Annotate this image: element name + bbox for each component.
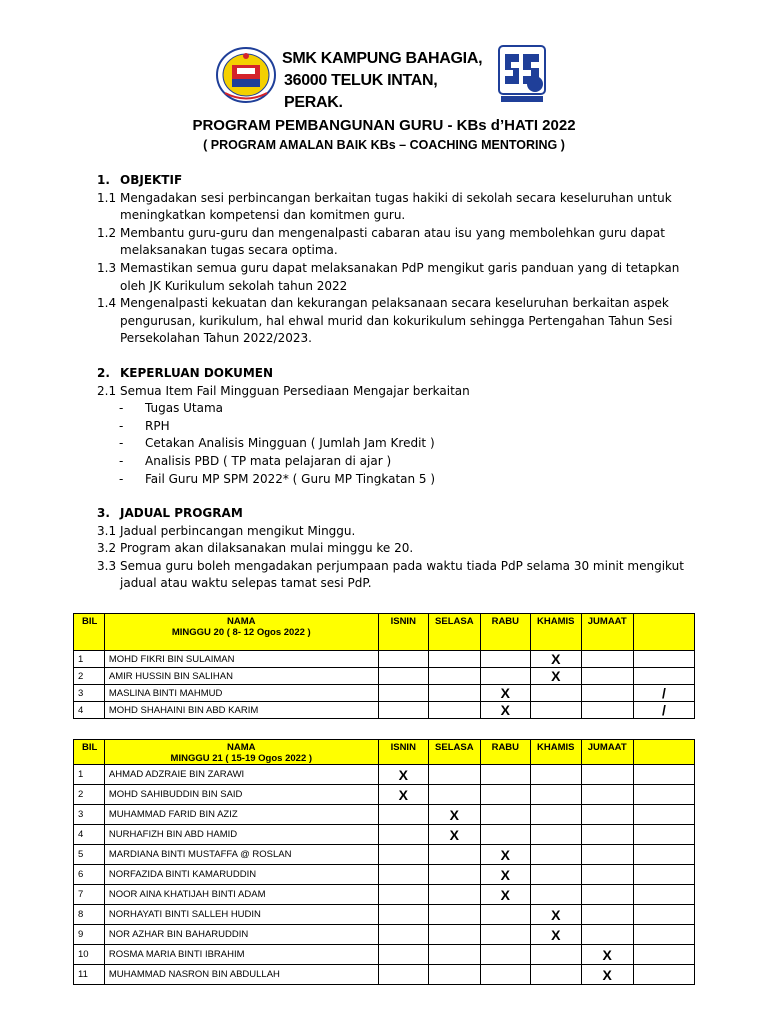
item-text: Memastikan semua guru dapat melaksanakan PdP mengikut garis panduan yang di tetapkan oleh JK Kurikulum sekolah tahun 2022	[120, 260, 680, 293]
list-item	[97, 383, 697, 401]
table-row	[74, 905, 695, 925]
list-item	[97, 225, 697, 260]
day-mark-cell	[633, 765, 694, 785]
day-mark-cell	[530, 885, 581, 905]
sub-item-text: Fail Guru MP SPM 2022* ( Guru MP Tingkatan 5 )	[145, 471, 436, 486]
table-header-row	[74, 740, 695, 765]
day-mark-cell: X	[480, 865, 530, 885]
row-number: 2	[74, 668, 105, 685]
dash-bullet: -	[119, 418, 124, 433]
list-item	[97, 295, 697, 348]
day-mark-cell	[530, 685, 581, 702]
teacher-name: MOHD SAHIBUDDIN BIN SAID	[104, 785, 378, 805]
teacher-name: NORFAZIDA BINTI KAMARUDDIN	[104, 865, 378, 885]
row-number: 6	[74, 865, 105, 885]
header-jumaat: JUMAAT	[581, 614, 633, 651]
table-header-row	[74, 614, 695, 651]
day-mark-cell: X	[378, 785, 428, 805]
table-row	[74, 785, 695, 805]
table-row	[74, 945, 695, 965]
table-row	[74, 651, 695, 668]
teacher-name: NORHAYATI BINTI SALLEH HUDIN	[104, 905, 378, 925]
item-text: Mengadakan sesi perbincangan berkaitan tugas hakiki di sekolah secara keseluruhan untuk meningkatkan kompetensi dan komitmen guru.	[120, 190, 672, 223]
item-text: Program akan dilaksanakan mulai minggu ke 20.	[120, 541, 414, 556]
header-khamis: KHAMIS	[530, 740, 581, 765]
day-mark-cell	[633, 885, 694, 905]
day-mark-cell	[581, 885, 633, 905]
day-mark-cell	[581, 668, 633, 685]
day-mark-cell	[378, 925, 428, 945]
day-mark-cell: /	[633, 702, 694, 719]
header-jumaat: JUMAAT	[581, 740, 633, 765]
dash-bullet: -	[119, 471, 124, 486]
document-title: PROGRAM PEMBANGUNAN GURU - KBs d’HATI 2022	[192, 117, 576, 134]
day-mark-cell	[480, 651, 530, 668]
row-number: 9	[74, 925, 105, 945]
day-mark-cell	[581, 785, 633, 805]
day-mark-cell	[581, 845, 633, 865]
dash-bullet: -	[119, 453, 124, 468]
dokumen-list	[97, 383, 697, 401]
header-selasa: SELASA	[428, 740, 480, 765]
day-mark-cell	[428, 925, 480, 945]
day-mark-cell	[530, 945, 581, 965]
day-mark-cell	[581, 765, 633, 785]
day-mark-cell	[633, 845, 694, 865]
teacher-name: MUHAMMAD FARID BIN AZIZ	[104, 805, 378, 825]
header-isnin: ISNIN	[378, 740, 428, 765]
day-mark-cell	[633, 905, 694, 925]
table-row	[74, 865, 695, 885]
week20-schedule-table	[73, 613, 695, 719]
day-mark-cell: /	[633, 685, 694, 702]
header-khamis: KHAMIS	[530, 614, 581, 651]
sub-item-text: Cetakan Analisis Mingguan ( Jumlah Jam Kredit )	[145, 436, 435, 451]
day-mark-cell	[428, 845, 480, 865]
table-row	[74, 925, 695, 945]
day-mark-cell	[378, 685, 428, 702]
teacher-name: MOHD FIKRI BIN SULAIMAN	[104, 651, 378, 668]
day-mark-cell: X	[530, 925, 581, 945]
sub-list-item	[119, 471, 697, 489]
list-item	[97, 523, 697, 541]
document-subtitle: ( PROGRAM AMALAN BAIK KBs – COACHING MENTORING )	[203, 138, 565, 152]
day-mark-cell	[581, 865, 633, 885]
school-name-line1: SMK KAMPUNG BAHAGIA,	[282, 50, 483, 67]
day-mark-cell	[581, 685, 633, 702]
day-mark-cell	[428, 905, 480, 925]
day-mark-cell	[530, 825, 581, 845]
teacher-name: NURHAFIZH BIN ABD HAMID	[104, 825, 378, 845]
day-mark-cell	[480, 825, 530, 845]
teacher-name: AMIR HUSSIN BIN SALIHAN	[104, 668, 378, 685]
day-mark-cell: X	[581, 965, 633, 985]
day-mark-cell: X	[530, 651, 581, 668]
day-mark-cell	[633, 805, 694, 825]
row-number: 5	[74, 845, 105, 865]
item-text: Mengenalpasti kekuatan dan kekurangan pelaksanaan secara keseluruhan berkaitan aspek pengurusan, kurikulum, hal ehwal murid dan kokurikulum sehingga Pertengahan Tahun Sesi Persekolahan Tahun 2022/2023.	[120, 296, 673, 346]
section-dokumen-heading: 2. KEPERLUAN DOKUMEN	[97, 365, 274, 380]
header-nama: NAMA MINGGU 21 ( 15-19 Ogos 2022 )	[104, 740, 378, 765]
row-number: 10	[74, 945, 105, 965]
row-number: 2	[74, 785, 105, 805]
teacher-name: ROSMA MARIA BINTI IBRAHIM	[104, 945, 378, 965]
row-number: 8	[74, 905, 105, 925]
dash-bullet: -	[119, 436, 124, 451]
document-body	[97, 172, 697, 593]
table-row	[74, 685, 695, 702]
day-mark-cell	[530, 865, 581, 885]
day-mark-cell	[581, 825, 633, 845]
day-mark-cell	[480, 785, 530, 805]
objektif-list	[97, 190, 697, 348]
day-mark-cell	[633, 825, 694, 845]
day-mark-cell	[378, 865, 428, 885]
header-bil: BIL	[74, 614, 105, 651]
jadual-list	[97, 523, 697, 593]
day-mark-cell	[581, 925, 633, 945]
day-mark-cell	[581, 905, 633, 925]
header-bil: BIL	[74, 740, 105, 765]
header-rabu: RABU	[480, 740, 530, 765]
list-item	[97, 558, 697, 593]
header-selasa: SELASA	[428, 614, 480, 651]
day-mark-cell	[480, 805, 530, 825]
day-mark-cell	[633, 865, 694, 885]
header-extra	[633, 614, 694, 651]
day-mark-cell	[428, 785, 480, 805]
table-row	[74, 765, 695, 785]
day-mark-cell: X	[378, 765, 428, 785]
day-mark-cell	[530, 805, 581, 825]
day-mark-cell	[633, 925, 694, 945]
week-label: MINGGU 21 ( 15-19 Ogos 2022 )	[170, 753, 313, 764]
day-mark-cell	[428, 885, 480, 905]
day-mark-cell	[530, 845, 581, 865]
table-row	[74, 668, 695, 685]
day-mark-cell	[428, 765, 480, 785]
day-mark-cell	[633, 965, 694, 985]
item-number: 1.3	[97, 260, 117, 275]
school-crest-icon	[215, 46, 277, 104]
day-mark-cell	[428, 668, 480, 685]
teacher-name: MASLINA BINTI MAHMUD	[104, 685, 378, 702]
week21-schedule-table	[73, 739, 695, 985]
sub-list-item	[119, 400, 697, 418]
day-mark-cell: X	[480, 885, 530, 905]
table-row	[74, 965, 695, 985]
item-text: Semua guru boleh mengadakan perjumpaan pada waktu tiada PdP selama 30 minit mengikut jadual atau waktu selepas tamat sesi PdP.	[120, 558, 684, 591]
row-number: 1	[74, 765, 105, 785]
row-number: 3	[74, 805, 105, 825]
day-mark-cell	[378, 885, 428, 905]
teacher-name: MARDIANA BINTI MUSTAFFA @ ROSLAN	[104, 845, 378, 865]
day-mark-cell	[428, 865, 480, 885]
day-mark-cell: X	[480, 845, 530, 865]
school-name	[282, 48, 492, 114]
letterhead	[0, 40, 768, 110]
day-mark-cell: X	[530, 905, 581, 925]
teacher-name: MOHD SHAHAINI BIN ABD KARIM	[104, 702, 378, 719]
item-number: 3.3	[97, 558, 117, 573]
day-mark-cell	[633, 945, 694, 965]
list-item	[97, 540, 697, 558]
day-mark-cell	[378, 702, 428, 719]
header-rabu: RABU	[480, 614, 530, 651]
list-item	[97, 190, 697, 225]
day-mark-cell	[428, 945, 480, 965]
day-mark-cell	[581, 651, 633, 668]
day-mark-cell	[378, 905, 428, 925]
row-number: 4	[74, 825, 105, 845]
sub-item-text: RPH	[145, 418, 170, 433]
item-number: 2.1	[97, 383, 117, 398]
day-mark-cell	[530, 965, 581, 985]
teacher-name: AHMAD ADZRAIE BIN ZARAWI	[104, 765, 378, 785]
day-mark-cell	[378, 668, 428, 685]
row-number: 1	[74, 651, 105, 668]
table-row	[74, 702, 695, 719]
day-mark-cell	[428, 965, 480, 985]
header-extra	[633, 740, 694, 765]
day-mark-cell	[633, 668, 694, 685]
school-address-line: 36000 TELUK INTAN, PERAK.	[284, 72, 438, 111]
day-mark-cell	[581, 805, 633, 825]
day-mark-cell	[428, 702, 480, 719]
dash-bullet: -	[119, 401, 124, 416]
item-text: Membantu guru-guru dan mengenalpasti cabaran atau isu yang membolehkan guru dapat melaksanakan tugas secara optima.	[120, 225, 665, 258]
row-number: 3	[74, 685, 105, 702]
day-mark-cell	[428, 651, 480, 668]
table-row	[74, 825, 695, 845]
day-mark-cell	[378, 805, 428, 825]
teacher-name: NOOR AINA KHATIJAH BINTI ADAM	[104, 885, 378, 905]
sub-item-text: Tugas Utama	[145, 401, 224, 416]
day-mark-cell	[378, 965, 428, 985]
table-row	[74, 885, 695, 905]
day-mark-cell: X	[530, 668, 581, 685]
header-isnin: ISNIN	[378, 614, 428, 651]
day-mark-cell: X	[480, 685, 530, 702]
day-mark-cell	[378, 845, 428, 865]
teacher-name: NOR AZHAR BIN BAHARUDDIN	[104, 925, 378, 945]
day-mark-cell: X	[428, 805, 480, 825]
row-number: 4	[74, 702, 105, 719]
item-number: 3.1	[97, 523, 117, 538]
sub-list-item	[119, 435, 697, 453]
row-number: 7	[74, 885, 105, 905]
day-mark-cell	[530, 785, 581, 805]
item-number: 3.2	[97, 541, 117, 556]
day-mark-cell	[581, 702, 633, 719]
day-mark-cell	[530, 765, 581, 785]
item-number: 1.4	[97, 296, 117, 311]
item-number: 1.2	[97, 225, 117, 240]
row-number: 11	[74, 965, 105, 985]
day-mark-cell	[480, 945, 530, 965]
day-mark-cell	[378, 651, 428, 668]
day-mark-cell	[480, 765, 530, 785]
sub-list-item	[119, 418, 697, 436]
day-mark-cell	[480, 905, 530, 925]
day-mark-cell: X	[581, 945, 633, 965]
anniversary-25-logo-icon	[497, 44, 547, 106]
day-mark-cell	[480, 965, 530, 985]
day-mark-cell	[480, 668, 530, 685]
day-mark-cell: X	[480, 702, 530, 719]
day-mark-cell	[633, 785, 694, 805]
header-nama: NAMA MINGGU 20 ( 8- 12 Ogos 2022 )	[104, 614, 378, 651]
sub-item-text: Analisis PBD ( TP mata pelajaran di ajar )	[145, 453, 392, 468]
teacher-name: MUHAMMAD NASRON BIN ABDULLAH	[104, 965, 378, 985]
day-mark-cell	[428, 685, 480, 702]
item-text: Semua Item Fail Mingguan Persediaan Mengajar berkaitan	[120, 383, 470, 398]
item-number: 1.1	[97, 190, 117, 205]
table-row	[74, 805, 695, 825]
day-mark-cell	[378, 945, 428, 965]
day-mark-cell	[633, 651, 694, 668]
day-mark-cell	[530, 702, 581, 719]
section-objektif-heading: 1. OBJEKTIF	[97, 173, 183, 187]
day-mark-cell	[480, 925, 530, 945]
section-jadual-heading: 3. JADUAL PROGRAM	[97, 506, 243, 521]
dokumen-sublist	[97, 400, 697, 488]
item-text: Jadual perbincangan mengikut Minggu.	[120, 523, 356, 538]
table-row	[74, 845, 695, 865]
sub-list-item	[119, 453, 697, 471]
week-label: MINGGU 20 ( 8- 12 Ogos 2022 )	[171, 627, 311, 638]
list-item	[97, 260, 697, 295]
day-mark-cell: X	[428, 825, 480, 845]
day-mark-cell	[378, 825, 428, 845]
